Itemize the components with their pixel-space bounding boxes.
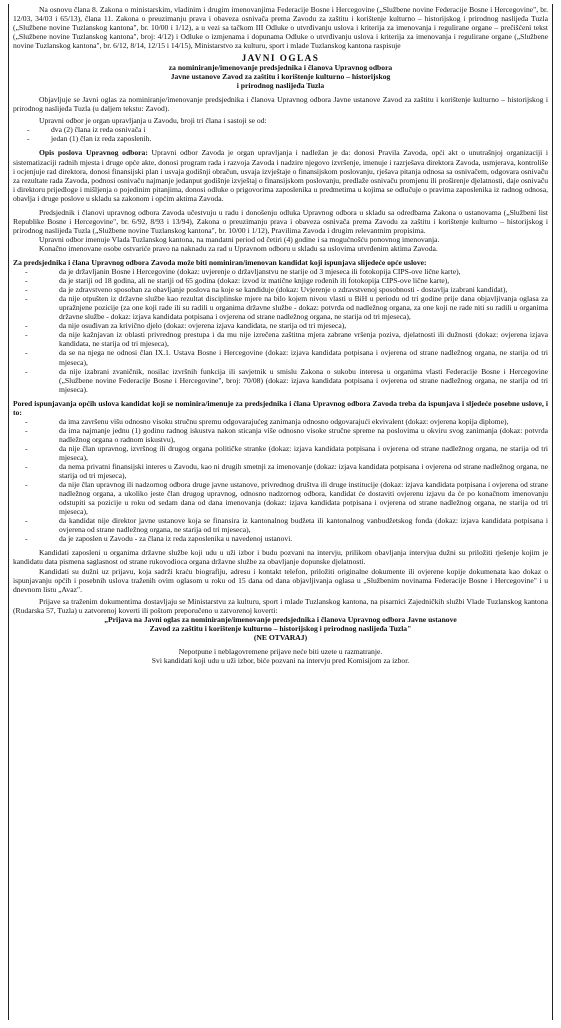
list-item: - da nije član upravnog, izvršnog ili drugog organa političke stranke (dokaz: izjava kandidata potpisana i ovjerena od strane nadležnog organa, ne starija od tri mjeseca), [25,443,548,462]
document-page [8,4,553,1020]
envelope-label-line-1: „Prijava na Javni oglas za nominiranje/imenovanje predsjednika i članova Upravnog odbora Javne ustanove [104,614,457,624]
list-item: - da je stariji od 18 godina, ali ne stariji od 65 godina (dokaz: izvod iz matične knjige rođenih ili fotokopija CIPS-ove lične karte), [25,276,450,286]
composition-list [13,125,548,143]
document-title: JAVNI OGLAS [241,53,320,64]
list-item: - dva (2) člana iz reda osnivača i [27,125,146,135]
subtitle-line-2: Javne ustanove Zavod za zaštitu i korištenje kulturno – historijskog [170,72,391,82]
list-item: - da nije član upravnog ili nadzornog odbora druge javne ustanove, privrednog društva ili druge institucije (dokaz: izjava kandidata potpisana i ovjerena od strane nadležnog organa, a ukoliko jeste član drugog upravnog, odnosno nadzornog odbora, kandidat će dostaviti ovjerenu izjavu da će po konačnom imenovanju odstupiti sa pozicije u roku od sedam dana od dana imenovanja (dokaz: izjava kandidata potpisana i ovjerena od strane nadležnog organa, ne starija od tri mjeseca), [25,480,548,517]
envelope-label-line-2: Zavod za zaštitu i korištenje kulturno – historijskog i prirodnog naslijeđa Tuzla" [149,623,412,633]
paragraph-duties [13,148,548,202]
list-item: - da nije otpušten iz državne službe kao rezultat disciplinske mjere na bilo kojem nivou vlasti u BiH u periodu od tri godine prije dana objavljivanja oglasa za upražnjene pozicije (za one koji rade ili su radili u organima državne službe - dokaz: potvrda od nadležnog organa, za one koji ne rade niti su radili u organima državne službe - dokaz: izjava kandidata potpisana i ovjerena od strane nadležnog organa, ne starija od tri mjeseca), [25,294,548,322]
list-item: - da je državljanin Bosne i Hercegovine (dokaz: uvjerenje o državljanstvu ne starije od 3 mjeseca ili fotokopija CIPS-ove lične karte), [25,267,461,277]
closing-note-2: Svi kandidati koji udu u uži izbor, biće pozvani na intervju pred Komisijom za izbor. [151,655,410,665]
special-conditions-list [13,417,548,544]
general-conditions-heading: Za predsjednika i člana Upravnog odbora Zavoda može biti nominiran/imenovan kandidat koji ispunjava slijedeće opće uslove: [13,257,427,267]
general-conditions-list [13,267,548,394]
paragraph-legal-basis: Predsjednik i članovi upravnog odbora Zavoda učestvuju u radu i donošenju odluka Upravnog odbora u skladu sa odredbama Zakona o ustanovama („Službeni list Republike Bosne i Hercegovine", br. 6/92, 8/93 i 13/94), Zakona o preuzimanju prava i obaveza osnivača prema Zavodu za zaštitu i korištenje kulturno – historijskog i prirodnog naslijeđa Tuzla („Službene novine Tuzlanskog kantona", br. 10/00 i 1/12), Pravilima Zavoda i drugim relevantnim propisima. [13,207,548,235]
duties-text: Upravni odbor Zavoda je organ upravljanja i nadležan je da: donosi Pravila Zavoda, opći akt o unutrašnjoj organizaciji i sistematizaciji radnih mjesta i druge opće akte, donosi program rada i razvoja Zavoda i nadzire njegovo izvršenje, imenuje i razrješava direktora Zavoda, usmjerava, kontroliše i ocjenjuje rad direktora, donosi finansijski plan i usvaja godišnji obračun, usvaja izvještaje o finansijskom poslovanju, rješava pitanja odnosa sa osnivačem, odgovara osnivaču za rezultate rada Zavoda, podnosi osnivaču najmanje jedanput godišnje izvještaj o finansijskom poslovanju, predlaže osnivaču promjenu ili proširenje djelatnosti, daje osnivaču i direktoru prijedloge i mišljenja o pojedinim pitanjima, donosi odluke o prigovorima zaposlenika u predmetima u kojima se odlučuje o pravima zaposlenika iz radnog odnosa, obavlja i druge poslove u skladu sa zakonom i općim aktima Zavoda. [13,148,549,203]
special-conditions-heading: Pored ispunjavanja općih uslova kandidat koji se nominira/imenuje za predsjednika i člana Upravnog odbora Zavoda treba da ispunjava i sljedeće posebne uslove, i to: [13,398,548,417]
list-item: - da ima najmanje jednu (1) godinu radnog iskustva nakon sticanja više odnosno visoke stručne spreme na poslovima u okviru svog zanimanja (dokaz: potvrda nadležnog organa o radnom iskustvu), [25,425,548,444]
list-item: - da kandidat nije direktor javne ustanove koja se finansira iz kantonalnog budžeta ili kantonalnog vanbudžetskog fonda (dokaz: izjava kandidata potpisana i ovjerena od strane nadležnog organa, ne starija od tri mjeseca), [25,516,548,535]
paragraph-application-documents: Kandidati su dužni uz prijavu, koja sadrži kraću biografiju, adresu i kontakt telefon, priložiti originalne dokumente ili ovjerene kopije dokumenata kao dokaz o ispunjavanju općih i posebnih uslova traženih ovim oglasom u roku od 15 dana od dana objavljivanja oglasa u „Službenim novinama Federacije Bosne i Hercegovine" i u dnevnom listu „Avaz". [13,566,548,594]
paragraph-appointment: Upravni odbor imenuje Vlada Tuzlanskog kantona, na mandatni period od četiri (4) godine i sa mogućnošću ponovnog imenovanja. [39,234,440,244]
list-item: - da se na njega ne odnosi član IX.1. Ustava Bosne i Hercegovine (dokaz: izjava kandidata potpisana i ovjerena od strane nadležnog organa, ne starija od tri mjeseca), [25,348,548,367]
list-item: - da nema privatni finansijski interes u Zavodu, kao ni drugih smetnji za imenovanje (dokaz: izjava kandidata potpisana i ovjerena od strane nadležnog organa, ne starija od tri mjeseca), [25,462,548,481]
list-item: - da ima završenu višu odnosno visoku stručnu spremu odgovarajućeg zanimanja odnosno odgovarajući ekvivalent (dokaz: ovjerena kopija diplome), [25,416,509,426]
paragraph-submission: Prijave sa traženim dokumentima dostavljaju se Ministarstvu za kulturu, sport i mlade Tuzlanskog kantona, na pisarnici Zajedničkih službi Vlade Tuzlanskog kantona (Rudarska 57, Tuzla) u zatvorenoj koverti ili poštom preporučeno u zatvorenoj koverti: [13,596,548,615]
paragraph-composition-intro: Upravni odbor je organ upravljanja u Zavodu, broji tri člana i sastoji se od: [39,116,267,126]
list-item: - jedan (1) član iz reda zaposlenih. [27,134,152,144]
closing-note-1: Nepotpune i neblagovremene prijave neće biti uzete u razmatranje. [178,646,383,656]
list-item: - da nije osuđivan za krivično djelo (dokaz: ovjerena izjava kandidata, ne starija od tri mjeseca), [25,321,347,331]
paragraph-compensation: Konačno imenovane osobe ostvariće pravo na naknadu za rad u Upravnom odboru u skladu sa uslovima utvrđenim aktima Zavoda. [39,243,438,253]
list-item: - da nije kažnjavan iz oblasti privrednog prestupa i da mu nije izrečena zaštitna mjera zabrane vršenja poziva, djelatnosti ili dužnosti (dokaz: ovjerena izjava kandidata, ne starija od tri mjeseca), [25,330,548,349]
subtitle-line-1: za nominiranje/imenovanje predsjednika i članova Upravnog odbora [168,63,393,73]
list-item: - da je zaposlen u Zavodu - za člana iz reda zaposlenika u navedenoj ustanovi. [25,534,293,544]
paragraph-announcement: Objavljuje se Javni oglas za nominiranje/imenovanje predsjednika i članova Upravnog odbora Javne ustanove Zavod za zaštitu i korištenje kulturno – historijskog i prirodnog naslijeđa Tuzla (u daljem tekstu: Zavod). [13,95,548,114]
list-item: - da je zdravstveno sposoban za obavljanje poslova na koje se kandiduje (dokaz: Uvjerenje o zdravstvenoj sposobnosti - dostavlja izabrani kandidat), [25,285,508,295]
subtitle-line-3: i prirodnog naslijeđa Tuzla [236,81,325,91]
envelope-label-line-3: (NE OTVARAJ) [253,632,308,642]
list-item: - da nije izabrani zvaničnik, nosilac izvršnih funkcija ili savjetnik u smislu Zakona o sukobu interesa u organima vlasti Federacije Bosne i Hercegovine („Službene novine Federacije Bosne i Hercegovine", broj: 70/08) (dokaz: izjava kandidata potpisana i ovjerena od strane nadležnog organa, ne starija od tri mjeseca). [25,366,548,394]
paragraph-civil-servants: Kandidati zaposleni u organima državne službe koji udu u uži izbor i budu pozvani na intervju, prilikom obavljanja intervjua dužni su priložiti rješenje kojim je kandidatu data pismena saglasnost od strane rukovodioca organa državne službe za obavljanje dopunske djelatnosti. [13,548,548,567]
intro-paragraph: Na osnovu člana 8. Zakona o ministarskim, vladinim i drugim imenovanjima Federacije Bosne i Hercegovine („Službene novine Federacije Bosne i Hercegovine", br. 12/03, 34/03 i 65/13), člana 11. Zakona o preuzimanju prava i obaveza osnivača prema Zavodu za zaštitu i korištenje kulturno – historijskog i prirodnog naslijeđa Tuzla („Službene novine Tuzlanskog kantona", br. 10/00 i 1/12), a u vezi sa tačkom III Odluke o utvrđivanju uslova i kriterija za imenovanja i regulirane organe – prečišćeni tekst („Službene novine Tuzlanskog kantona", broj: 4/12) i Odluke o izmjenama i dopunama Odluke o utvrđivanju uslova i kriterija za imenovanja i regulirane organe („Službene novine Tuzlanskog kantona", br. 6/12, 8/14, 12/15 i 14/15), Ministarstvo za kulturu, sport i mlade Tuzlanskog kantona raspisuje [13,5,548,51]
duties-heading: Opis poslova Upravnog odbora: [39,148,148,158]
